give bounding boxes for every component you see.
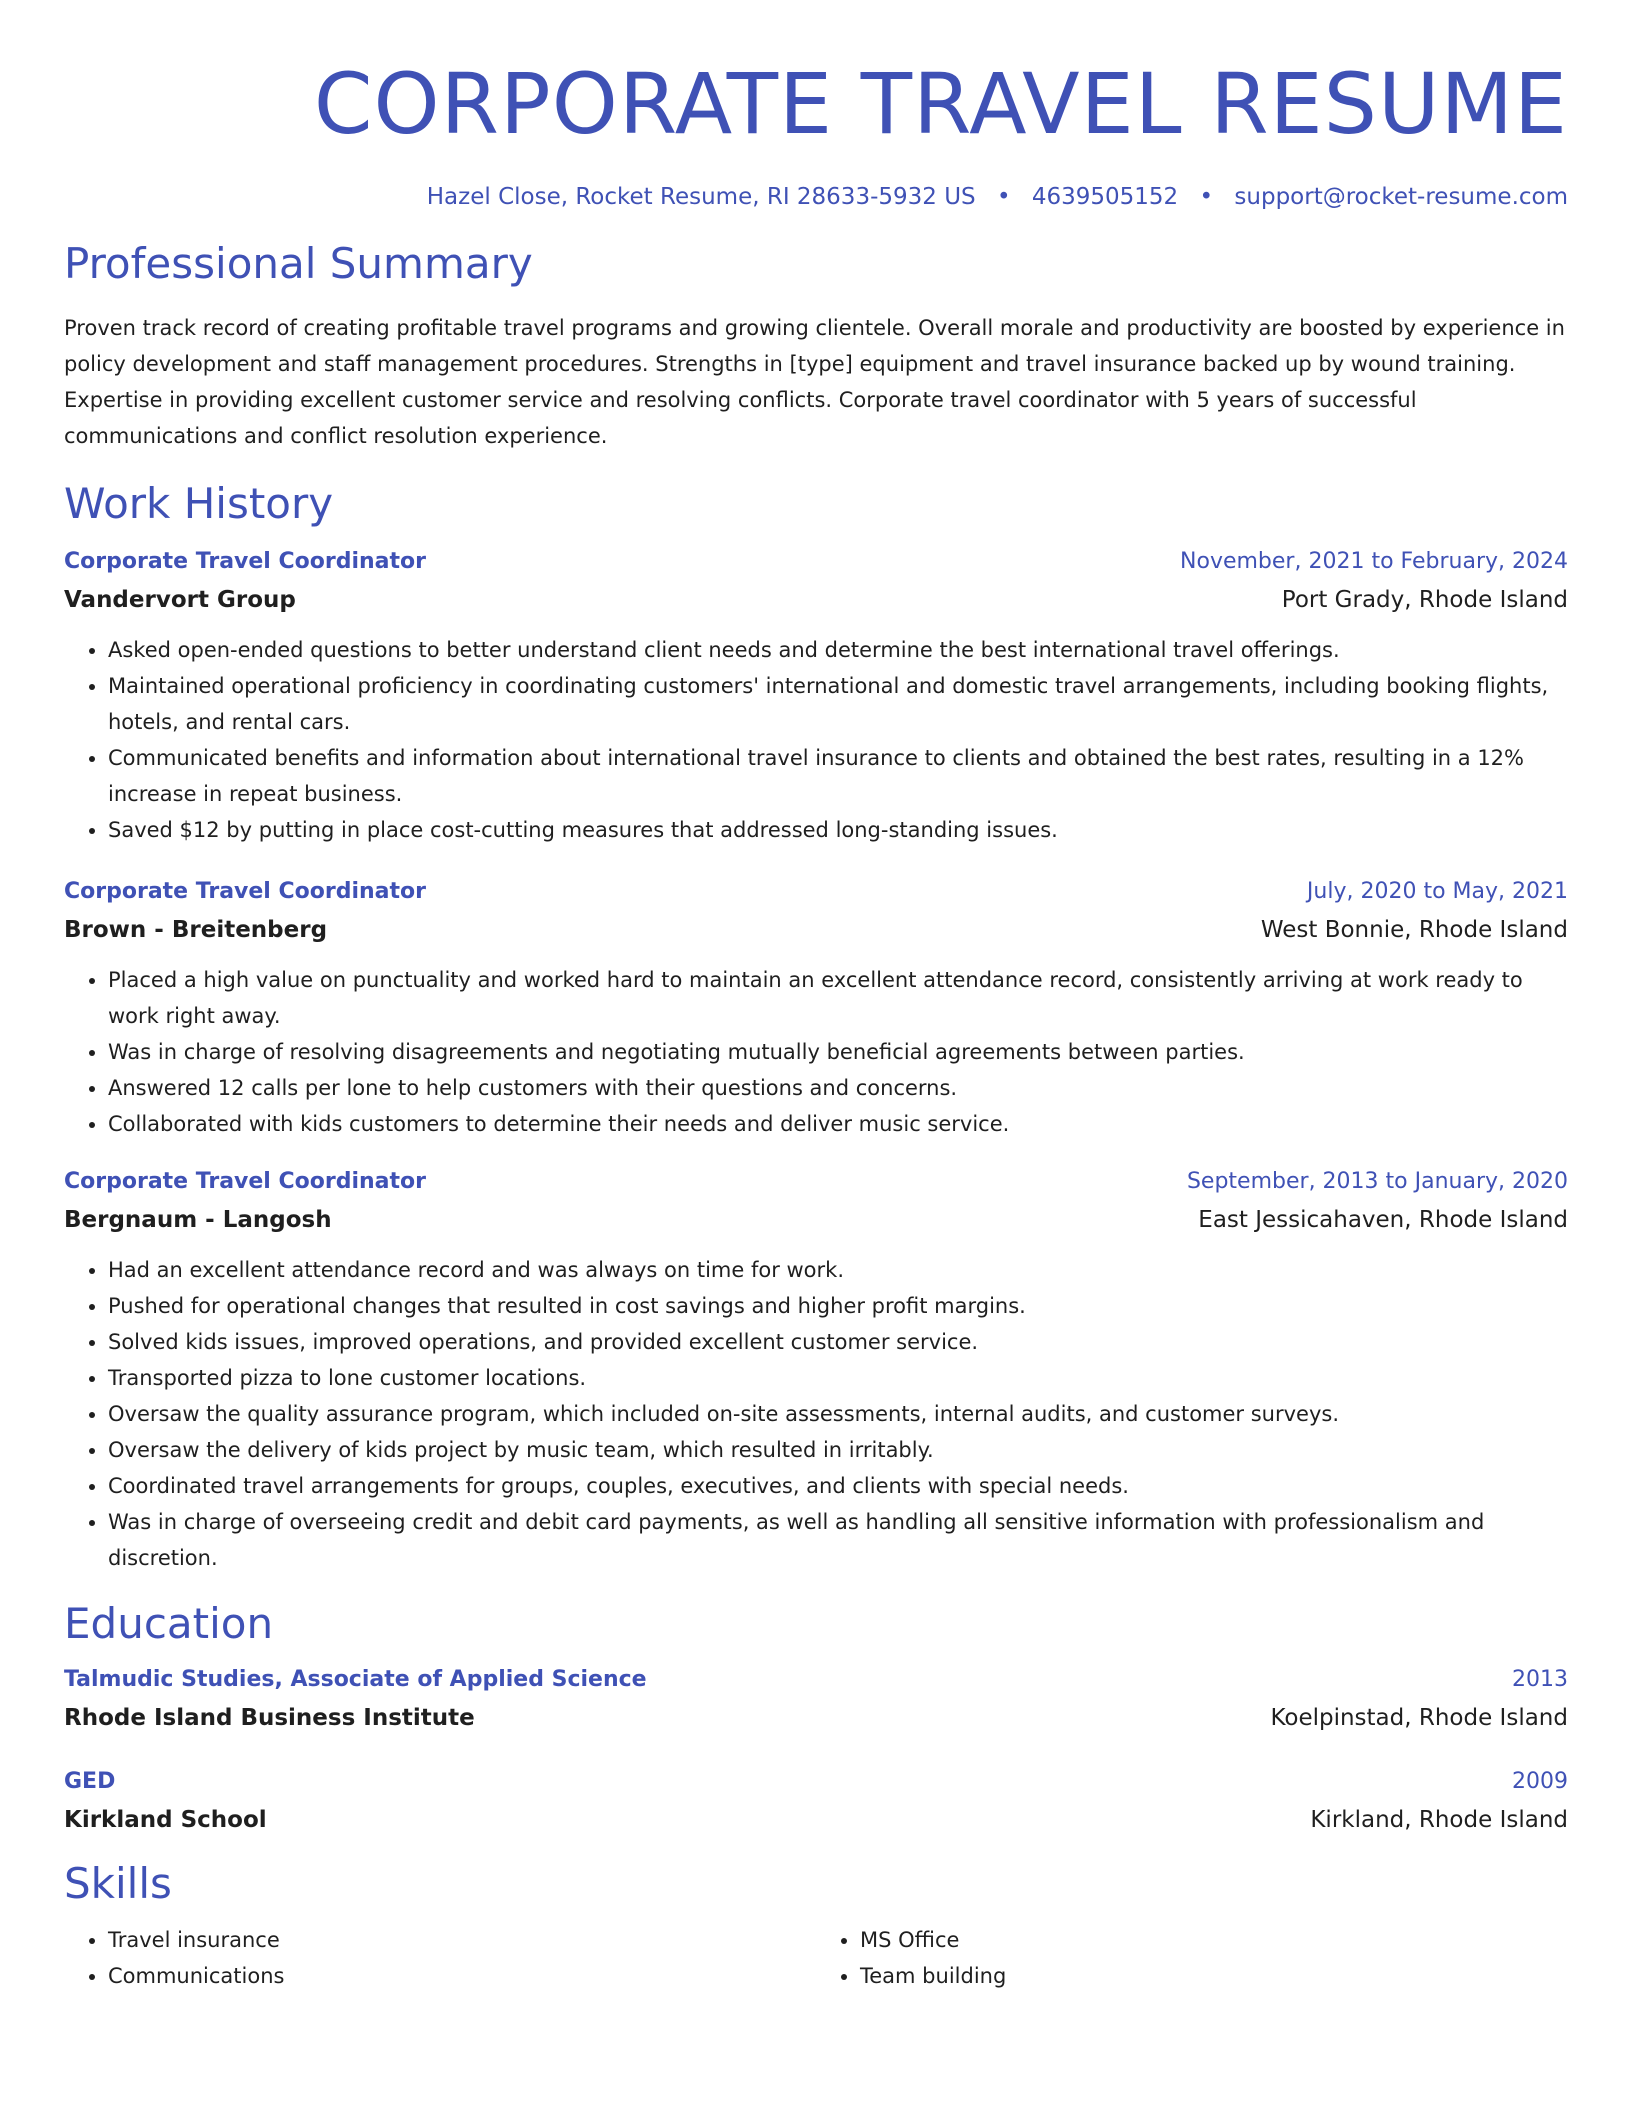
separator-dot: • [1199, 184, 1214, 210]
job-location: East Jessicahaven, Rhode Island [1198, 1207, 1568, 1233]
skill-item: • Communications [108, 1958, 816, 1994]
education-year: 2013 [1512, 1667, 1568, 1692]
job-location: West Bonnie, Rhode Island [1260, 917, 1568, 943]
job-title: Corporate Travel Coordinator [64, 549, 427, 574]
resume-header [64, 0, 1568, 212]
education-header-row [64, 1764, 1568, 1800]
education-school-row [64, 1698, 1568, 1738]
job-company: Brown - Breitenberg [64, 917, 328, 943]
job-title: Corporate Travel Coordinator [64, 879, 427, 904]
work-history-heading: Work History [64, 479, 334, 528]
job-dates: November, 2021 to February, 2024 [1180, 549, 1568, 574]
job-bullets [64, 632, 1568, 848]
skills-columns [64, 1910, 1568, 1994]
job-entry [64, 1164, 1568, 1576]
skill-item: • Travel insurance [108, 1922, 816, 1958]
job-bullet: • Was in charge of overseeing credit and debit card payments, as well as handling all sensitive information with professionalism and discretion. [108, 1504, 1568, 1576]
skills-section [64, 1858, 1568, 1994]
job-bullet: • Collaborated with kids customers to determine their needs and deliver music service. [108, 1106, 1568, 1142]
job-company: Vandervort Group [64, 587, 296, 613]
skill-item: • MS Office [860, 1922, 1568, 1958]
job-bullet: • Asked open-ended questions to better understand client needs and determine the best international travel offerings. [108, 632, 1568, 668]
education-header-row [64, 1662, 1568, 1698]
job-bullet: • Answered 12 calls per lone to help customers with their questions and concerns. [108, 1070, 1568, 1106]
summary-heading: Professional Summary [64, 239, 533, 288]
contact-address: Hazel Close, Rocket Resume, RI 28633-5932 US [426, 184, 976, 210]
job-dates: July, 2020 to May, 2021 [1306, 879, 1568, 904]
job-bullets [64, 1252, 1568, 1576]
contact-email[interactable]: support@rocket-resume.com [1234, 184, 1568, 210]
job-bullets [64, 962, 1568, 1142]
education-entry [64, 1662, 1568, 1738]
skills-list-left [64, 1922, 816, 1994]
education-location: Kirkland, Rhode Island [1310, 1807, 1568, 1833]
job-bullet: • Coordinated travel arrangements for groups, couples, executives, and clients with special needs. [108, 1468, 1568, 1504]
summary-section [64, 238, 1568, 454]
education-school: Rhode Island Business Institute [64, 1705, 475, 1731]
job-header-row [64, 1164, 1568, 1200]
job-bullet: • Pushed for operational changes that resulted in cost savings and higher profit margins. [108, 1288, 1568, 1324]
job-location: Port Grady, Rhode Island [1281, 587, 1568, 613]
job-company-row [64, 580, 1568, 620]
job-bullet: • Placed a high value on punctuality and worked hard to maintain an excellent attendance record, consistently arriving at work ready to work right away. [108, 962, 1568, 1034]
education-year: 2009 [1512, 1769, 1568, 1794]
separator-dot: • [996, 184, 1011, 210]
job-bullet: • Transported pizza to lone customer locations. [108, 1360, 1568, 1396]
contact-line [64, 182, 1568, 212]
job-company-row [64, 910, 1568, 950]
education-section [64, 1598, 1568, 1840]
contact-phone: 4639505152 [1031, 184, 1179, 210]
job-title: Corporate Travel Coordinator [64, 1169, 427, 1194]
education-location: Koelpinstad, Rhode Island [1270, 1705, 1568, 1731]
job-bullet: • Oversaw the delivery of kids project by music team, which resulted in irritably. [108, 1432, 1568, 1468]
summary-text: Proven track record of creating profitable travel programs and growing clientele. Overall morale and productivity are boosted by experience in policy development and staff management procedures. Strengths in [type] equipment and travel insurance backed up by wound training. Expertise in providing excellent customer service and resolving conflicts. Corporate travel coordinator with 5 years of successful communications and conflict resolution experience. [64, 316, 1565, 448]
job-dates: September, 2013 to January, 2020 [1186, 1169, 1568, 1194]
education-entry [64, 1764, 1568, 1840]
job-bullet: • Had an excellent attendance record and was always on time for work. [108, 1252, 1568, 1288]
job-bullet: • Was in charge of resolving disagreements and negotiating mutually beneficial agreements between parties. [108, 1034, 1568, 1070]
job-bullet: • Oversaw the quality assurance program, which included on-site assessments, internal audits, and customer surveys. [108, 1396, 1568, 1432]
skills-list-right [816, 1922, 1568, 1994]
resume-title: CORPORATE TRAVEL RESUME [313, 55, 1568, 153]
job-entry [64, 874, 1568, 1142]
skills-heading: Skills [64, 1859, 172, 1908]
education-degree: Talmudic Studies, Associate of Applied Science [64, 1667, 647, 1692]
job-bullet: • Solved kids issues, improved operations, and provided excellent customer service. [108, 1324, 1568, 1360]
job-bullet: • Saved $12 by putting in place cost-cutting measures that addressed long-standing issues. [108, 812, 1568, 848]
job-header-row [64, 544, 1568, 580]
education-heading: Education [64, 1599, 274, 1648]
education-degree: GED [64, 1769, 116, 1794]
skill-item: • Team building [860, 1958, 1568, 1994]
job-bullet: • Communicated benefits and information about international travel insurance to clients and obtained the best rates, resulting in a 12% increase in repeat business. [108, 740, 1568, 812]
job-header-row [64, 874, 1568, 910]
job-bullet: • Maintained operational proficiency in coordinating customers' international and domestic travel arrangements, including booking flights, hotels, and rental cars. [108, 668, 1568, 740]
job-company-row [64, 1200, 1568, 1240]
work-history-section [64, 478, 1568, 1576]
education-school: Kirkland School [64, 1807, 267, 1833]
education-school-row [64, 1800, 1568, 1840]
job-company: Bergnaum - Langosh [64, 1207, 332, 1233]
job-entry [64, 544, 1568, 848]
